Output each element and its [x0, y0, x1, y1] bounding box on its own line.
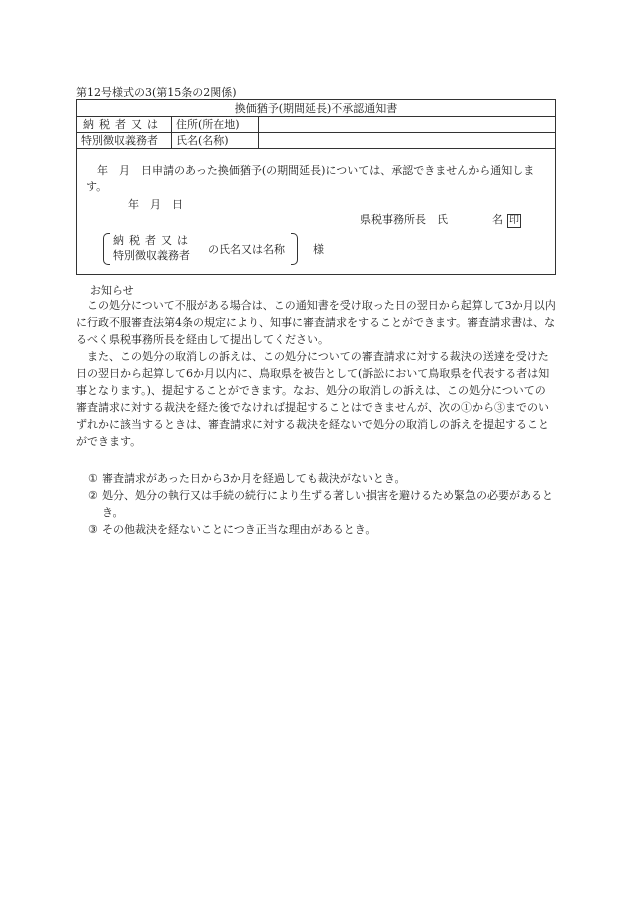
addressee-lines [113, 233, 193, 263]
list-item [76, 470, 556, 487]
document-title: 換価猶予(期間延長)不承認通知書 [77, 100, 555, 117]
address-key: 住所(所在地) [172, 117, 259, 132]
special-collector-label: 特別徴収義務者 [77, 133, 172, 148]
taxpayer-name-row [77, 133, 555, 149]
notice-body-text: 年 月 日申請のあった換価猶予(の期間延長)については、承認できませんから通知します。 [86, 164, 535, 193]
addressee-block [103, 233, 333, 265]
list-text: その他裁決を経ないことにつき正当な理由があるとき。 [102, 523, 377, 536]
list-number: ② [88, 489, 98, 502]
issuer-prefix: 県税事務所長 氏 名 [360, 213, 503, 226]
list-number: ③ [88, 523, 98, 536]
issue-date-line: 年 月 日 [128, 198, 183, 211]
addressee-line2: 特別徴収義務者 [113, 249, 190, 262]
addressee-line1: 納税者又は [113, 234, 193, 247]
list-item [76, 487, 556, 521]
issuer-line [360, 211, 521, 228]
notice-title: お知らせ [90, 284, 134, 297]
form-number: 第12号様式の3(第15条の2関係) [76, 86, 237, 99]
name-key: 氏名(名称) [172, 133, 259, 148]
left-bracket [103, 233, 110, 265]
list-text: 処分、処分の執行又は手続の続行により生ずる著しい損害を避けるため緊急の必要があるとき。 [102, 489, 553, 519]
addressee-suffix: の氏名又は名称 [208, 243, 285, 256]
seal-stamp: 印 [509, 215, 519, 226]
list-item [76, 521, 556, 538]
honorific: 様 [313, 243, 324, 256]
taxpayer-label: 納税者又は [77, 117, 172, 132]
list-number: ① [88, 472, 98, 485]
notice-paragraph: また、この処分の取消しの訴えは、この処分についての審査請求に対する裁決の送達を受けた日の翌日から起算して6か月以内に、鳥取県を被告として(訴訟において鳥取県を代表する者は知事となります。)、提起することができます。なお、処分の取消しの訴えは、この処分についての審査請求に対する裁決を経た後でなければ提起することはできませんが、次の①から③までのいずれかに該当するときは、審査請求に対する裁決を経ないで処分の取消しの訴えを提起することができます。 [76, 350, 550, 448]
right-bracket [291, 233, 298, 265]
notice-paragraph: この処分について不服がある場合は、この通知書を受け取った日の翌日から起算して3か月以内に行政不服審査法第4条の規定により、知事に審査請求をすることができます。審査請求書は、なるべく県税事務所長を経由して提出してください。 [76, 299, 556, 346]
condition-list [76, 470, 556, 538]
list-text: 審査請求があった日から3か月を経過しても裁決がないとき。 [102, 472, 406, 485]
taxpayer-address-row [77, 117, 555, 133]
notice-paragraphs [76, 297, 556, 450]
